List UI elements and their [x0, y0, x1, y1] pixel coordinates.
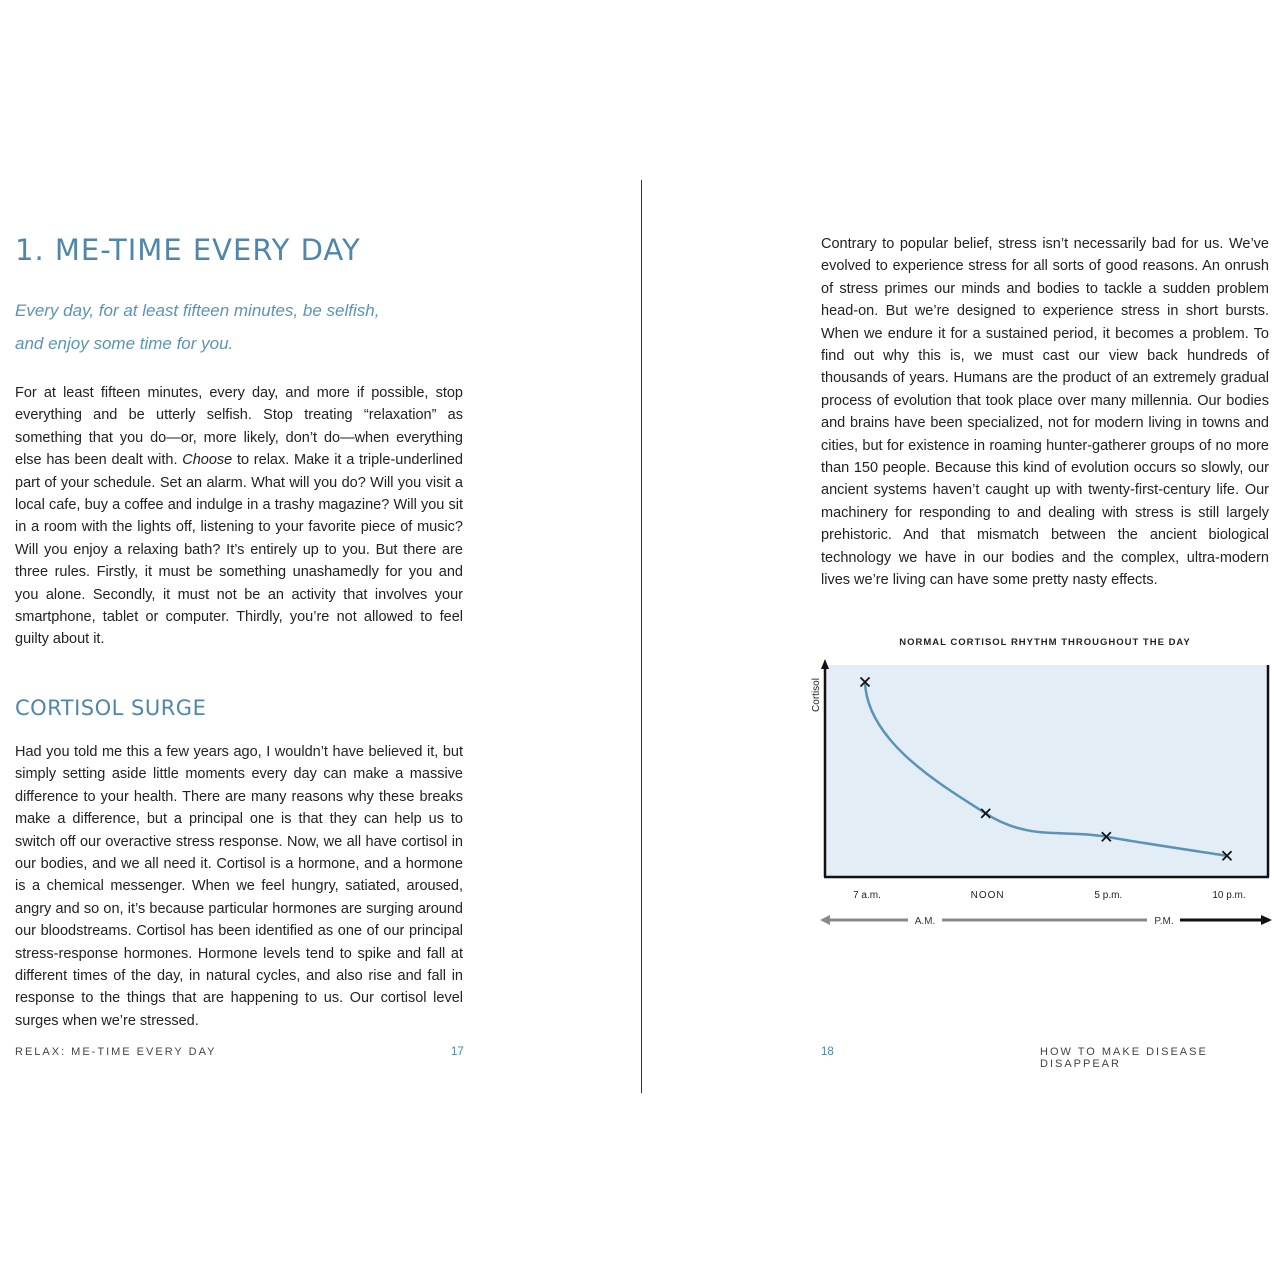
period-label-pm: P.M. [1154, 916, 1174, 927]
para1-text-a: For at least fifteen minutes, every day, and more if possible, stop everything and be utterly selfish. Stop treating “relaxation” as something that you do—or, more likely, don’t do—when everything else has been dealt with. [15, 385, 463, 469]
x-tick-label: 5 p.m. [1094, 890, 1123, 901]
period-label-am: A.M. [914, 916, 936, 927]
section-heading: CORTISOL SURGE [15, 695, 207, 720]
para1-text-b: to relax. Make it a triple-underlined part of your schedule. Set an alarm. What will you do? Will you visit a local cafe, buy a coffee and indulge in a trashy magazine? Will you sit in a room with the lights off, listening to your favorite piece of music? Will you enjoy a relaxing bath? It’s entirely up to you. But there are three rules. Firstly, it must be something unashamedly for you and you alone. Secondly, it must not be an activity that involves your smartphone, tablet or computer. Thirdly, you’re not allowed to feel guilty about it. [15, 452, 463, 648]
cortisol-chart [800, 655, 1274, 935]
x-tick-label: 7 a.m. [853, 890, 881, 901]
y-axis-arrow [821, 659, 829, 669]
body-paragraph-3: Contrary to popular belief, stress isn’t necessarily bad for us. We’ve evolved to experience stress for all sorts of good reasons. An onrush of stress primes our minds and bodies to tackle a sudden problem head-on. But we’re designed to experience stress in short bursts. When we endure it for a sustained period, it becomes a problem. To find out why this is, we must cast our view back hundreds of thousands of years. Humans are the product of an extremely gradual process of evolution that took place over many millennia. Our bodies and brains have been specialized, not for modern living in towns and cities, but for existence in roaming hunter-gatherer groups of no more than 150 people. Because this kind of evolution occurs so slowly, our ancient systems haven’t caught up with twenty-first-century life. Our machinery for responding to and dealing with stress is still largely prehistoric. And that mismatch between the ancient biological technology we have in our bodies and the complex, ultra-modern lives we’re living can have some pretty nasty effects. [821, 236, 1269, 589]
body-paragraph-2: Had you told me this a few years ago, I wouldn’t have believed it, but simply setting aside little moments every day can make a massive difference to your health. There are many reasons why these breaks make a difference, but a principal one is that they can help us to switch off our overactive stress response. Now, we all have cortisol in our bodies, and we all need it. Cortisol is a hormone, and a hormone is a chemical messenger. When we feel hungry, satiated, aroused, angry and so on, it’s because particular hormones are surging around our bloodstreams. Cortisol has been identified as one of our principal stress-response hormones. Hormone levels tend to spike and fall at different times of the day, in natural cycles, and also rise and fall in response to the things that are happening to us. Our cortisol level surges when we’re stressed. [15, 743, 463, 1029]
period-arrow-left [820, 915, 830, 925]
left-running-footer: RELAX: ME-TIME EVERY DAY [15, 1046, 217, 1058]
right-running-footer: HOW TO MAKE DISEASE DISAPPEAR [1040, 1046, 1208, 1070]
lede-line-2: and enjoy some time for you. [15, 334, 234, 353]
right-page-number: 18 [821, 1046, 834, 1058]
chapter-lede [15, 294, 463, 360]
lede-line-1: Every day, for at least fifteen minutes, be selfish, [15, 301, 380, 320]
x-tick-label: NOON [970, 890, 1005, 901]
book-spine [641, 180, 642, 1093]
x-tick-label: 10 p.m. [1212, 890, 1246, 901]
chart-plot-area [825, 665, 1268, 877]
left-page-number: 17 [451, 1046, 464, 1058]
body-paragraph-1 [15, 382, 463, 651]
period-arrow-right [1261, 915, 1272, 925]
y-axis-label: Cortisol [811, 678, 822, 712]
para1-emphasis: Choose [182, 452, 233, 469]
right-page [821, 233, 1269, 592]
chart-title: NORMAL CORTISOL RHYTHM THROUGHOUT THE DAY [899, 637, 1191, 648]
left-page [15, 230, 463, 1032]
chapter-heading: 1. ME-TIME EVERY DAY [15, 233, 361, 267]
